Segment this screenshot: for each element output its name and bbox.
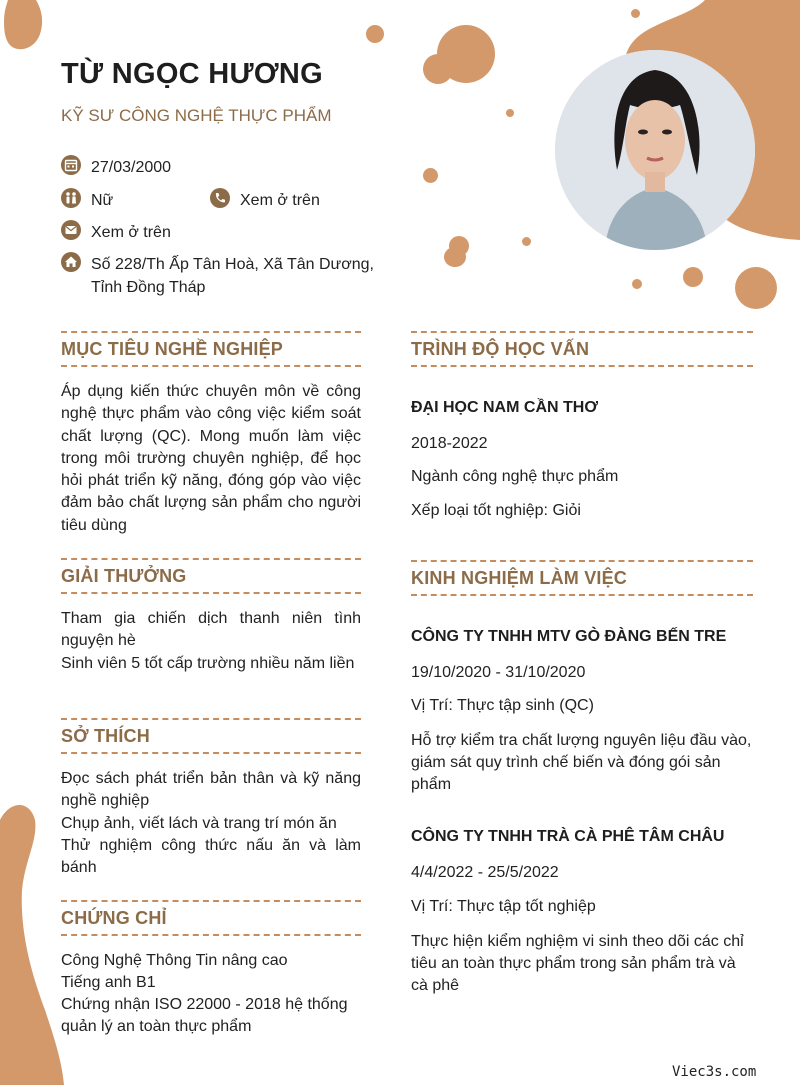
education-major: Ngành công nghệ thực phẩm — [411, 468, 619, 485]
education-grade: Xếp loại tốt nghiệp: Giỏi — [411, 502, 581, 519]
candidate-name: TỪ NGỌC HƯƠNG — [61, 58, 324, 90]
list-item: Chứng nhận ISO 22000 - 2018 hệ thống quản lý an toàn thực phẩm — [61, 996, 348, 1035]
hobbies-list — [61, 768, 361, 879]
certificates-list — [61, 950, 361, 1038]
job-position: Vị Trí: Thực tập tốt nghiệp — [411, 898, 596, 915]
job-period: 4/4/2022 - 25/5/2022 — [411, 864, 559, 881]
list-item: Đọc sách phát triển bản thân và kỹ năng nghề nghiệp — [61, 770, 361, 810]
gender-row — [61, 189, 113, 212]
career-objective-text: Áp dụng kiến thức chuyên môn về công nghệ thực phẩm vào công việc kiểm soát chất lượng (QC). Mong muốn làm việc trong môi trường chuyên nghiệp, để học hỏi phát triển kỹ năng, đóng góp vào việc đảm bảo chất lượng sản phẩm cho người tiêu dùng — [61, 383, 361, 534]
home-icon — [61, 252, 81, 272]
email-value: Xem ở trên — [91, 224, 171, 241]
list-item: Thử nghiệm công thức nấu ăn và làm bánh — [61, 836, 361, 877]
phone-icon — [210, 188, 230, 208]
job-title: KỸ SƯ CÔNG NGHỆ THỰC PHẨM — [61, 106, 332, 125]
phone-value: Xem ở trên — [240, 192, 320, 209]
decor-dot — [735, 267, 777, 309]
decor-dot — [444, 247, 466, 267]
list-item: Sinh viên 5 tốt cấp trường nhiều năm liền — [61, 654, 355, 672]
decor-dot — [506, 109, 514, 117]
profile-photo — [555, 50, 755, 250]
address-value — [91, 253, 374, 299]
calendar-icon — [61, 155, 81, 175]
top-left-blob — [0, 0, 45, 55]
decor-dot — [423, 168, 438, 183]
decor-dot — [522, 237, 531, 246]
watermark: Viec3s.com — [672, 1064, 757, 1080]
awards-heading: GIẢI THƯỞNG — [61, 558, 361, 594]
address-row — [61, 253, 374, 299]
decor-dot — [631, 9, 640, 18]
email-icon — [61, 220, 81, 240]
decor-dot — [423, 54, 453, 84]
experience-heading: KINH NGHIỆM LÀM VIỆC — [411, 560, 753, 596]
job-description: Thực hiện kiểm nghiệm vi sinh theo dõi các chỉ tiêu an toàn thực phẩm trong sản phẩm trà và cà phê — [411, 933, 744, 994]
list-item: Chụp ảnh, viết lách và trang trí món ăn — [61, 814, 337, 832]
gender-icon — [61, 188, 81, 208]
address-line-1: Số 228/Th Ấp Tân Hoà, Xã Tân Dương, — [91, 256, 374, 273]
job-description: Hỗ trợ kiểm tra chất lượng nguyên liệu đầu vào, giám sát quy trình chế biến và đóng gói sản phẩm — [411, 732, 752, 793]
job-position: Vị Trí: Thực tập sinh (QC) — [411, 697, 594, 714]
awards-list — [61, 608, 361, 675]
list-item: Tiếng anh B1 — [61, 974, 156, 991]
job-company: CÔNG TY TNHH TRÀ CÀ PHÊ TÂM CHÂU — [411, 828, 725, 845]
education-heading: TRÌNH ĐỘ HỌC VẤN — [411, 331, 753, 367]
certificates-heading: CHỨNG CHỈ — [61, 900, 361, 936]
list-item: Công Nghệ Thông Tin nâng cao — [61, 952, 288, 969]
school-name: ĐẠI HỌC NAM CẦN THƠ — [411, 399, 598, 416]
job-period: 19/10/2020 - 31/10/2020 — [411, 664, 586, 681]
bottom-left-blob — [0, 800, 70, 1085]
portrait-icon — [555, 50, 755, 250]
hobbies-heading: SỞ THÍCH — [61, 718, 361, 754]
decor-dot — [366, 25, 384, 43]
dob-row — [61, 156, 171, 179]
email-row — [61, 221, 171, 244]
career-objective-heading: MỤC TIÊU NGHỀ NGHIỆP — [61, 331, 361, 367]
decor-dot — [632, 279, 642, 289]
job-company: CÔNG TY TNHH MTV GÒ ĐÀNG BẾN TRE — [411, 628, 727, 645]
gender-value: Nữ — [91, 192, 114, 209]
address-line-2: Tỉnh Đồng Tháp — [91, 279, 206, 296]
list-item: Tham gia chiến dịch thanh niên tình nguyện hè — [61, 610, 361, 650]
dob-value: 27/03/2000 — [91, 159, 172, 176]
decor-dot — [683, 267, 703, 287]
phone-row — [210, 189, 320, 212]
education-years: 2018-2022 — [411, 435, 488, 452]
